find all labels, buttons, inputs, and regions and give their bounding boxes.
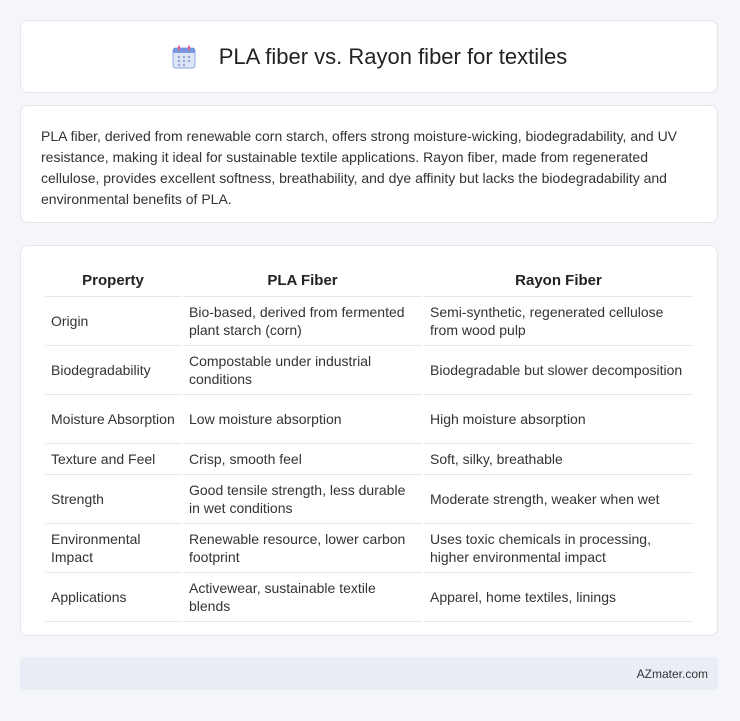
page-title: PLA fiber vs. Rayon fiber for textiles xyxy=(218,43,568,69)
row-rayon-value: Moderate strength, weaker when wet xyxy=(424,475,693,524)
row-pla-value: Compostable under industrial conditions xyxy=(183,346,422,395)
row-rayon-value: Uses toxic chemicals in processing, higher environmental impact xyxy=(424,524,693,573)
footer-bar xyxy=(20,657,718,690)
row-rayon-value: Semi-synthetic, regenerated cellulose from wood pulp xyxy=(424,297,693,346)
row-property: Applications xyxy=(45,573,181,622)
row-property: Texture and Feel xyxy=(45,444,181,475)
header-pla-fiber: PLA Fiber xyxy=(183,266,422,297)
row-property: Moisture Absorption xyxy=(45,395,181,444)
table-row xyxy=(45,444,693,475)
comparison-card xyxy=(20,245,718,636)
intro-card xyxy=(20,105,718,223)
title-wrap xyxy=(171,44,568,70)
title-card xyxy=(20,20,718,93)
comparison-table xyxy=(43,266,695,622)
table-row xyxy=(45,346,693,395)
row-pla-value: Activewear, sustainable textile blends xyxy=(183,573,422,622)
row-pla-value: Renewable resource, lower carbon footprint xyxy=(183,524,422,573)
intro-paragraph: PLA fiber, derived from renewable corn starch, offers strong moisture-wicking, biodegradability, and UV resistance, making it ideal for sustainable textile applications. Rayon fiber, made from regenerated cellulose, provides excellent softness, breathability, and dye affinity but lacks the biodegradability and environmental benefits of PLA. xyxy=(41,128,678,207)
table-row xyxy=(45,475,693,524)
row-pla-value: Crisp, smooth feel xyxy=(183,444,422,475)
row-rayon-value: Soft, silky, breathable xyxy=(424,444,693,475)
row-pla-value: Low moisture absorption xyxy=(183,395,422,444)
row-rayon-value: Apparel, home textiles, linings xyxy=(424,573,693,622)
row-rayon-value: High moisture absorption xyxy=(424,395,693,444)
calendar-icon xyxy=(171,44,197,70)
row-property: Strength xyxy=(45,475,181,524)
row-property: Origin xyxy=(45,297,181,346)
row-property: Biodegradability xyxy=(45,346,181,395)
row-pla-value: Good tensile strength, less durable in wet conditions xyxy=(183,475,422,524)
row-rayon-value: Biodegradable but slower decomposition xyxy=(424,346,693,395)
footer-brand-link[interactable]: AZmater.com xyxy=(636,666,708,681)
table-row xyxy=(45,524,693,573)
row-property: Environmental Impact xyxy=(45,524,181,573)
table-row xyxy=(45,573,693,622)
table-row xyxy=(45,297,693,346)
header-rayon-fiber: Rayon Fiber xyxy=(424,266,693,297)
header-property: Property xyxy=(45,266,181,297)
table-header-row xyxy=(45,266,693,297)
row-pla-value: Bio-based, derived from fermented plant starch (corn) xyxy=(183,297,422,346)
table-row xyxy=(45,395,693,444)
